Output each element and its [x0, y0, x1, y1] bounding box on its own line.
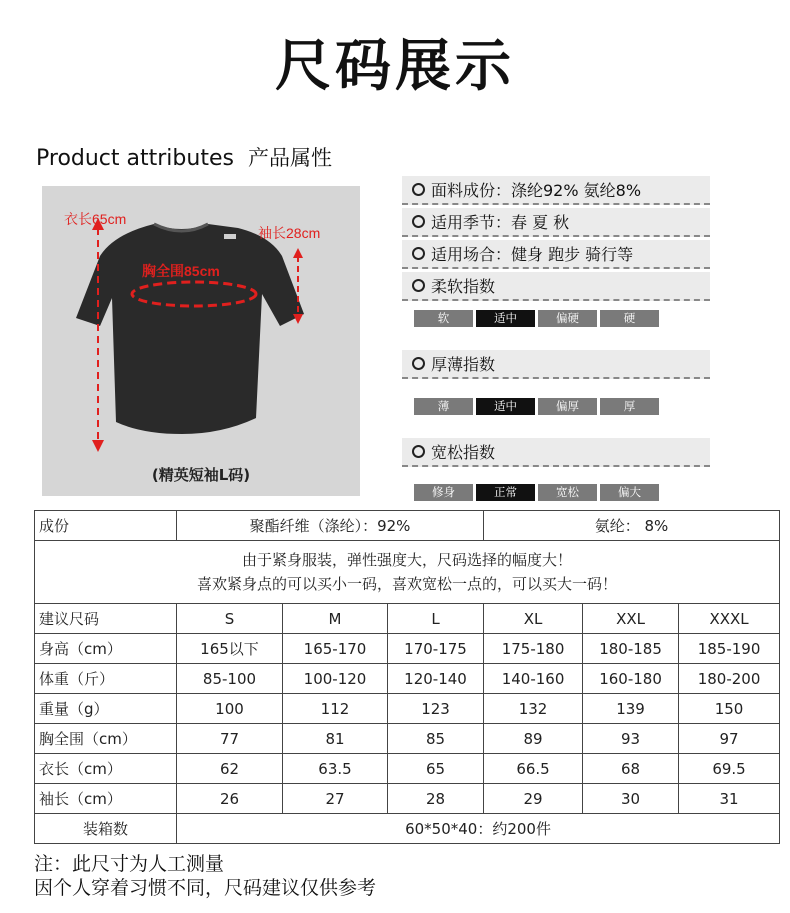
page-title: 尺码展示	[275, 34, 515, 99]
table-cell: 160-180	[583, 664, 679, 694]
table-cell: 100-120	[283, 664, 388, 694]
table-cell: 100	[177, 694, 283, 724]
table-cell: 165以下	[177, 634, 283, 664]
composition-main: 聚酯纤维（涤纶）：92%	[177, 511, 484, 541]
looseness-option: 宽松	[538, 484, 597, 501]
composition-other: 氨纶： 8%	[484, 511, 780, 541]
table-cell: 31	[679, 784, 780, 814]
attr-fabric-label: 面料成份：涤纶92% 氨纶8%	[431, 181, 642, 200]
looseness-option: 修身	[414, 484, 473, 501]
looseness-scale	[414, 484, 659, 501]
shirt-logo-icon	[224, 234, 236, 239]
attr-fabric	[402, 176, 710, 205]
table-cell: 81	[283, 724, 388, 754]
softness-option-selected: 适中	[476, 310, 535, 327]
table-cell: 85-100	[177, 664, 283, 694]
bullet-circle-icon	[412, 183, 425, 196]
table-cell: 69.5	[679, 754, 780, 784]
size-chart-table	[34, 510, 780, 844]
bullet-circle-icon	[412, 215, 425, 228]
size-cell: XXL	[583, 604, 679, 634]
softness-option: 硬	[600, 310, 659, 327]
attr-thickness	[402, 350, 710, 379]
table-cell: 180-185	[583, 634, 679, 664]
table-row	[35, 754, 780, 784]
length-label: 衣长65cm	[64, 211, 127, 227]
row-label: 胸全围（cm）	[35, 724, 177, 754]
table-cell: 139	[583, 694, 679, 724]
footnote	[34, 852, 376, 900]
heading-en: Product attributes	[36, 146, 234, 171]
table-cell: 28	[388, 784, 484, 814]
table-cell: 120-140	[388, 664, 484, 694]
size-cell: XL	[484, 604, 583, 634]
size-cell: M	[283, 604, 388, 634]
table-cell: 185-190	[679, 634, 780, 664]
table-cell: 165-170	[283, 634, 388, 664]
table-cell: 150	[679, 694, 780, 724]
product-attributes-heading	[36, 142, 332, 172]
attr-thickness-label: 厚薄指数	[431, 355, 496, 374]
heading-cn: 产品属性	[247, 146, 332, 170]
packing-row	[35, 814, 780, 844]
looseness-option-selected: 正常	[476, 484, 535, 501]
table-cell: 27	[283, 784, 388, 814]
table-row	[35, 634, 780, 664]
composition-label: 成份	[35, 511, 177, 541]
shirt-measurement-panel	[42, 186, 360, 496]
attr-season	[402, 208, 710, 237]
table-cell: 65	[388, 754, 484, 784]
table-cell: 63.5	[283, 754, 388, 784]
sizing-note-line2: 喜欢紧身点的可以买小一码，喜欢宽松一点的，可以买大一码！	[197, 575, 618, 593]
table-cell: 89	[484, 724, 583, 754]
table-cell: 170-175	[388, 634, 484, 664]
table-row	[35, 664, 780, 694]
sizing-note-line1: 由于紧身服装，弹性强度大，尺码选择的幅度大！	[242, 551, 573, 569]
row-label: 衣长（cm）	[35, 754, 177, 784]
table-cell: 26	[177, 784, 283, 814]
attr-softness-label: 柔软指数	[431, 277, 496, 296]
sleeve-arrow-bottom-icon	[293, 314, 303, 324]
table-cell: 68	[583, 754, 679, 784]
table-cell: 140-160	[484, 664, 583, 694]
size-cell: L	[388, 604, 484, 634]
table-cell: 93	[583, 724, 679, 754]
thickness-option: 薄	[414, 398, 473, 415]
shirt-illustration	[42, 186, 360, 496]
looseness-option: 偏大	[600, 484, 659, 501]
table-row	[35, 694, 780, 724]
table-cell: 175-180	[484, 634, 583, 664]
bullet-circle-icon	[412, 445, 425, 458]
row-label: 身高（cm）	[35, 634, 177, 664]
attr-occasion-label: 适用场合：健身 跑步 骑行等	[431, 245, 634, 264]
table-cell: 30	[583, 784, 679, 814]
attr-occasion	[402, 240, 710, 269]
bullet-circle-icon	[412, 357, 425, 370]
chest-label: 胸全围85cm	[142, 263, 220, 279]
table-cell: 29	[484, 784, 583, 814]
composition-row	[35, 511, 780, 541]
row-label: 重量（g）	[35, 694, 177, 724]
shirt-shape	[76, 224, 304, 434]
table-row	[35, 724, 780, 754]
softness-option: 偏硬	[538, 310, 597, 327]
table-cell: 85	[388, 724, 484, 754]
table-row	[35, 784, 780, 814]
packing-value: 60*50*40：约200件	[177, 814, 780, 844]
packing-label: 装箱数	[35, 814, 177, 844]
table-cell: 112	[283, 694, 388, 724]
footnote-line2: 因个人穿着习惯不同，尺码建议仅供参考	[34, 877, 377, 899]
table-cell: 77	[177, 724, 283, 754]
softness-option: 软	[414, 310, 473, 327]
size-cell: XXXL	[679, 604, 780, 634]
sleeve-label: 袖长28cm	[258, 225, 321, 241]
size-header-row	[35, 604, 780, 634]
row-label: 体重（斤）	[35, 664, 177, 694]
attr-season-label: 适用季节：春 夏 秋	[431, 213, 570, 232]
size-header-label: 建议尺码	[35, 604, 177, 634]
thickness-option-selected: 适中	[476, 398, 535, 415]
table-cell: 123	[388, 694, 484, 724]
attr-softness	[402, 272, 710, 301]
length-arrow-bottom-icon	[92, 440, 104, 452]
thickness-scale	[414, 398, 659, 415]
sizing-note	[35, 541, 780, 604]
size-cell: S	[177, 604, 283, 634]
table-cell: 180-200	[679, 664, 780, 694]
attr-looseness	[402, 438, 710, 467]
attr-looseness-label: 宽松指数	[431, 443, 496, 462]
table-cell: 66.5	[484, 754, 583, 784]
shirt-caption: (精英短袖L码)	[151, 466, 251, 484]
softness-scale	[414, 310, 659, 327]
bullet-circle-icon	[412, 247, 425, 260]
thickness-option: 厚	[600, 398, 659, 415]
footnote-line1: 注：此尺寸为人工测量	[34, 853, 225, 875]
table-cell: 62	[177, 754, 283, 784]
bullet-circle-icon	[412, 279, 425, 292]
sleeve-arrow-top-icon	[293, 248, 303, 258]
row-label: 袖长（cm）	[35, 784, 177, 814]
thickness-option: 偏厚	[538, 398, 597, 415]
table-cell: 132	[484, 694, 583, 724]
table-cell: 97	[679, 724, 780, 754]
note-row	[35, 541, 780, 604]
